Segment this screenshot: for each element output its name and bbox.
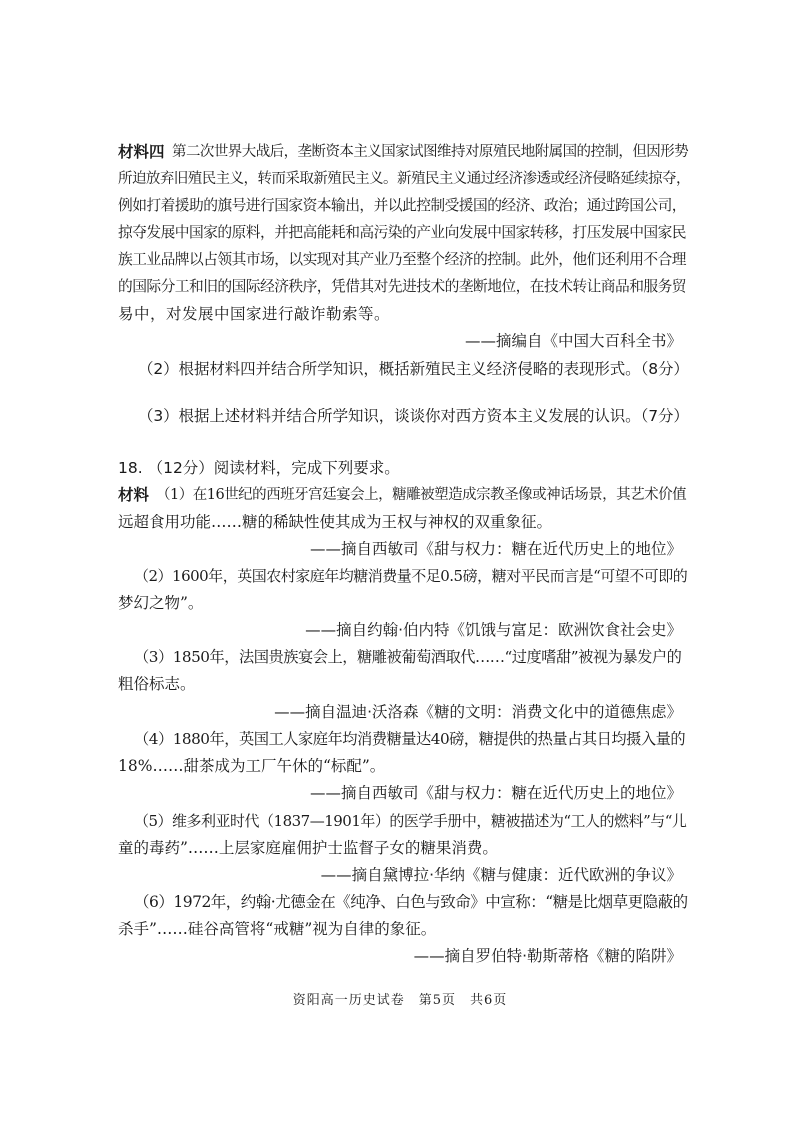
material-label: 材料 bbox=[118, 485, 150, 504]
material-item-line: （5）维多利亚时代（1837—1901年）的医学手册中，糖被描述为“工人的燃料”与“儿 bbox=[134, 812, 687, 830]
material-4-line: 族工业品牌以占领其市场，以实现对其产业乃至整个经济的控制。此外，他们还利用不合理 bbox=[118, 251, 687, 268]
question-2: （2）根据材料四并结合所学知识，概括新殖民主义经济侵略的表现形式。（8分） bbox=[138, 360, 689, 378]
material-4-source: ——摘编自《中国大百科全书》 bbox=[464, 332, 682, 350]
material-item-source: ——摘自温迪·沃洛森《糖的文明：消费文化中的道德焦虑》 bbox=[274, 703, 682, 721]
material-item-source: ——摘自约翰·伯内特《饥饿与富足：欧洲饮食社会史》 bbox=[305, 621, 682, 639]
material-4-line: 的国际分工和旧的国际经济秩序，凭借其对先进技术的垄断地位，在技术转让商品和服务贸 bbox=[118, 278, 687, 295]
material-4-label: 材料四 bbox=[118, 142, 165, 161]
material-item-line: 童的毒药”……上层家庭雇佣护士监督子女的糖果消费。 bbox=[118, 839, 498, 857]
material-item-source: ——摘自西敏司《甜与权力：糖在近代历史上的地位》 bbox=[309, 784, 682, 802]
material-4-line: 掠夺发展中国家的原料，并把高能耗和高污染的产业向发展中国家转移，打压发展中国家民 bbox=[118, 224, 687, 241]
material-4-line: 第二次世界大战后，垄断资本主义国家试图维持对原殖民地附属国的控制，但因形势 bbox=[172, 144, 689, 160]
material-item-line: （4）1880年，英国工人家庭年均消费糖量达40磅，糖提供的热量占其日均摄入量的 bbox=[134, 730, 686, 748]
material-item-line: 远超食用功能……糖的稀缺性使其成为王权与神权的双重象征。 bbox=[118, 513, 553, 531]
material-item-line: 18%……甜茶成为工厂午休的“标配”。 bbox=[118, 757, 386, 775]
material-item-line: （6）1972年，约翰·尤德金在《纯净、白色与致命》中宣称：“糖是比烟草更隐蔽的 bbox=[134, 893, 688, 911]
material-item-line: 梦幻之物”。 bbox=[118, 594, 204, 612]
material-item-line: 粗俗标志。 bbox=[118, 675, 196, 693]
material-item-line: （3）1850年，法国贵族宴会上，糖雕被葡萄酒取代……“过度嗜甜”被视为暴发户的 bbox=[134, 648, 682, 666]
question-3: （3）根据上述材料并结合所学知识，谈谈你对西方资本主义发展的认识。（7分） bbox=[138, 407, 689, 425]
material-item-line: （1）在16世纪的西班牙宫廷宴会上，糖雕被塑造成宗教圣像或神话场景，其艺术价值 bbox=[156, 487, 687, 503]
material-item-source: ——摘自罗伯特·勒斯蒂格《糖的陷阱》 bbox=[413, 947, 682, 965]
material-4-line: 所迫放弃旧殖民主义，转而采取新殖民主义。新殖民主义通过经济渗透或经济侵略延续掠夺， bbox=[118, 171, 690, 187]
question-18-heading: 18. （12分）阅读材料，完成下列要求。 bbox=[118, 459, 400, 477]
material-item-line: 杀手”……硅谷高管将“戒糖”视为自律的象征。 bbox=[118, 920, 437, 938]
material-4-line: 例如打着援助的旗号进行国家资本输出，并以此控制受援国的经济、政治；通过跨国公司， bbox=[118, 197, 687, 214]
material-item-source: ——摘自黛博拉·华纳《糖与健康：近代欧洲的争议》 bbox=[320, 866, 682, 884]
material-4-line: 易中，对发展中国家进行敲诈勒索等。 bbox=[118, 305, 391, 323]
material-item-source: ——摘自西敏司《甜与权力：糖在近代历史上的地位》 bbox=[309, 540, 682, 558]
page-footer: 资阳高一历史试卷 第5页 共6页 bbox=[292, 993, 508, 1008]
material-item-line: （2）1600年，英国农村家庭年均糖消费量不足0.5磅，糖对平民而言是“可望不可即的 bbox=[134, 567, 688, 585]
